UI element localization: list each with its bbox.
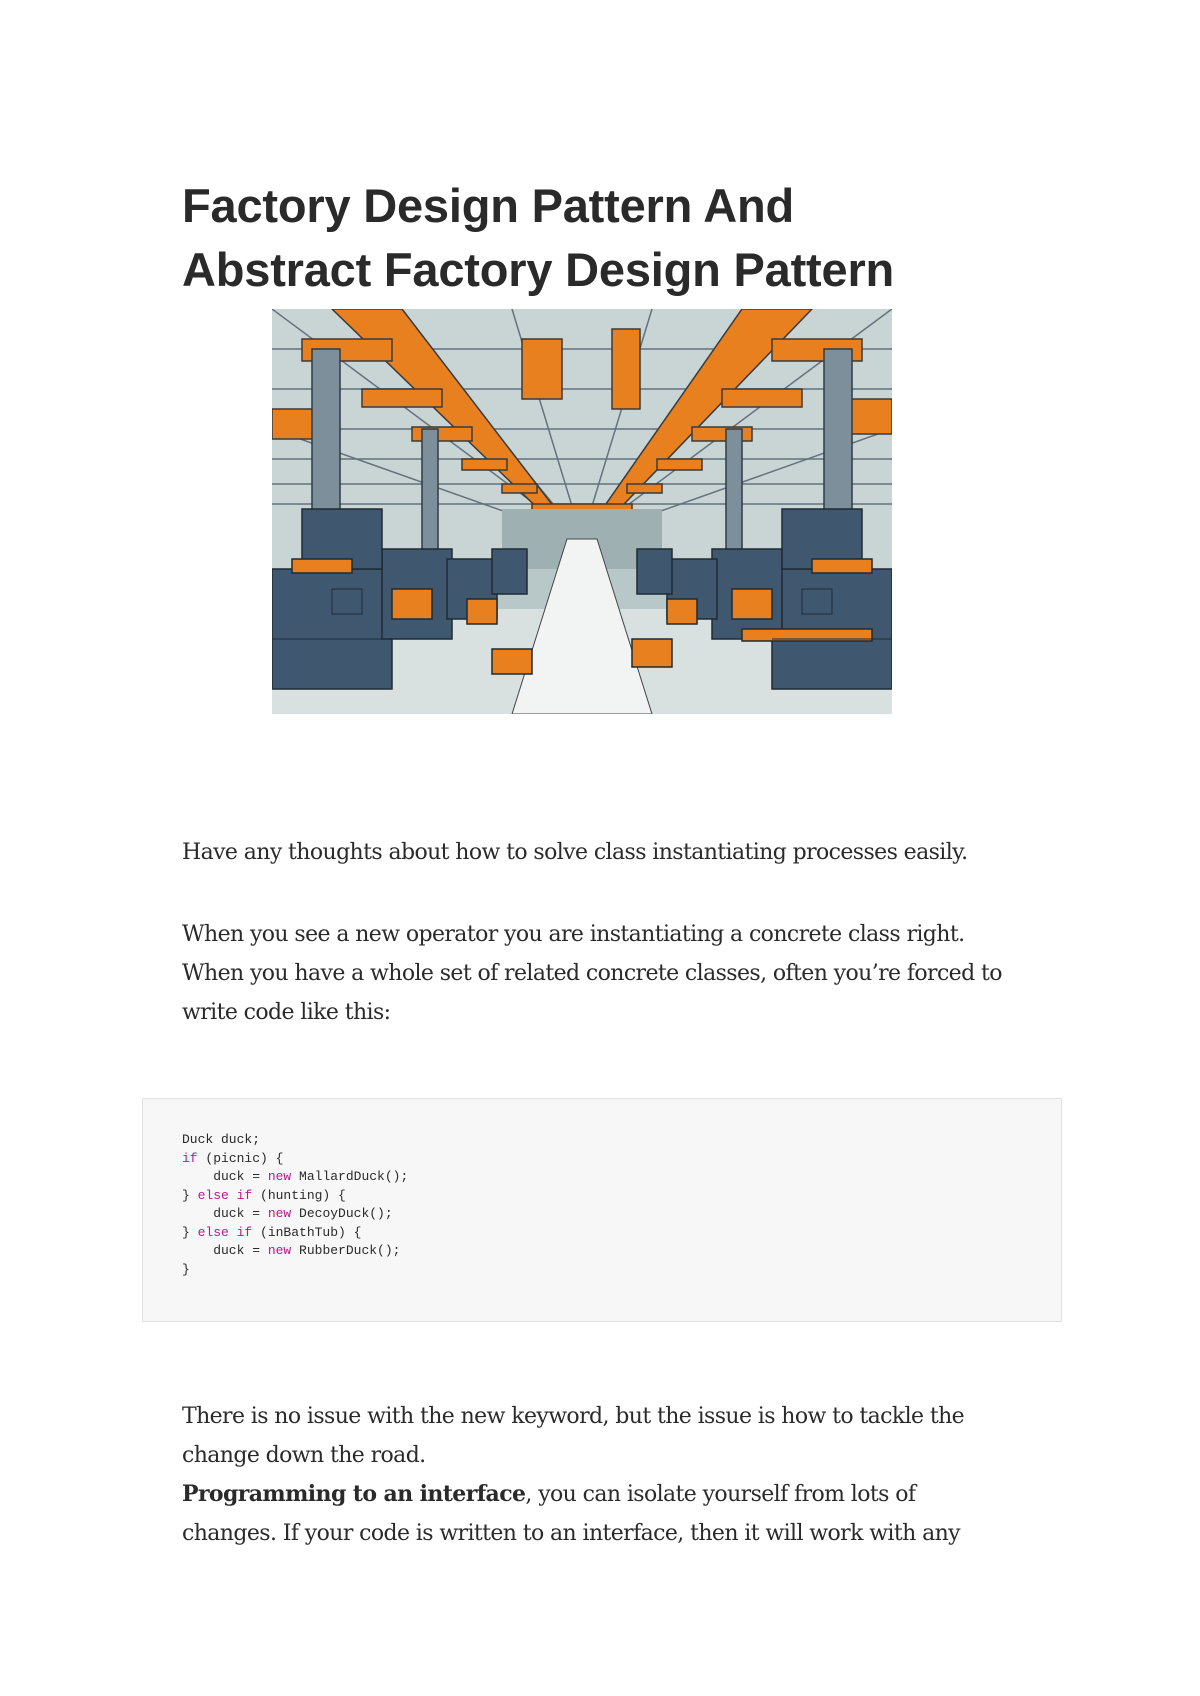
- code-text: (picnic) {: [197, 1150, 284, 1166]
- code-text: }: [182, 1261, 190, 1277]
- code-keyword: else if: [197, 1187, 253, 1203]
- paragraph-new-keyword: [182, 1397, 1042, 1475]
- code-text: }: [182, 1187, 198, 1203]
- paragraph-new-operator: [182, 915, 1042, 1032]
- code-keyword: else if: [197, 1224, 253, 1240]
- paragraph-intro: [182, 833, 1042, 872]
- factory-illustration: [272, 309, 892, 714]
- code-text: duck =: [182, 1169, 268, 1184]
- paragraph-line: write code like this:: [182, 1000, 391, 1025]
- title-line: Factory Design Pattern And: [182, 179, 794, 232]
- bold-term: Programming to an interface: [182, 1481, 526, 1507]
- code-line: [182, 1242, 408, 1261]
- code-line: [182, 1150, 408, 1169]
- code-keyword: new: [267, 1243, 292, 1258]
- title-line: Abstract Factory Design Pattern: [182, 243, 895, 296]
- paragraph-line: [182, 1475, 1042, 1514]
- code-text: DecoyDuck();: [291, 1206, 393, 1221]
- code-keyword: if: [182, 1150, 198, 1166]
- article-title: [182, 174, 1082, 302]
- code-line: [182, 1261, 408, 1280]
- code-text: Duck duck;: [182, 1132, 261, 1147]
- paragraph-interface: [182, 1475, 1042, 1553]
- code-line: [182, 1187, 408, 1206]
- paragraph-line: There is no issue with the new keyword, but the issue is how to tackle the: [182, 1404, 965, 1429]
- code-text: (hunting) {: [252, 1187, 346, 1203]
- code-text: MallardDuck();: [291, 1169, 409, 1184]
- paragraph-line: changes. If your code is written to an interface, then it will work with any: [182, 1521, 960, 1546]
- paragraph-line: change down the road.: [182, 1443, 426, 1468]
- code-line: [182, 1168, 408, 1187]
- code-line: [182, 1224, 408, 1243]
- code-keyword: new: [267, 1206, 292, 1221]
- paragraph-line: When you have a whole set of related concrete classes, often you’re forced to: [182, 961, 1002, 986]
- code-text: duck =: [182, 1243, 268, 1258]
- code-keyword: new: [267, 1169, 292, 1184]
- code-text: RubberDuck();: [291, 1243, 401, 1258]
- code-text: duck =: [182, 1206, 268, 1221]
- paragraph-text: , you can isolate yourself from lots of: [525, 1482, 916, 1507]
- code-line: [182, 1205, 408, 1224]
- code-text: (inBathTub) {: [252, 1224, 362, 1240]
- code-line: [182, 1131, 408, 1150]
- paragraph-line: Have any thoughts about how to solve class instantiating processes easily.: [182, 840, 968, 865]
- code-text: }: [182, 1224, 198, 1240]
- paragraph-line: When you see a new operator you are instantiating a concrete class right.: [182, 922, 965, 947]
- code-snippet: [182, 1131, 408, 1279]
